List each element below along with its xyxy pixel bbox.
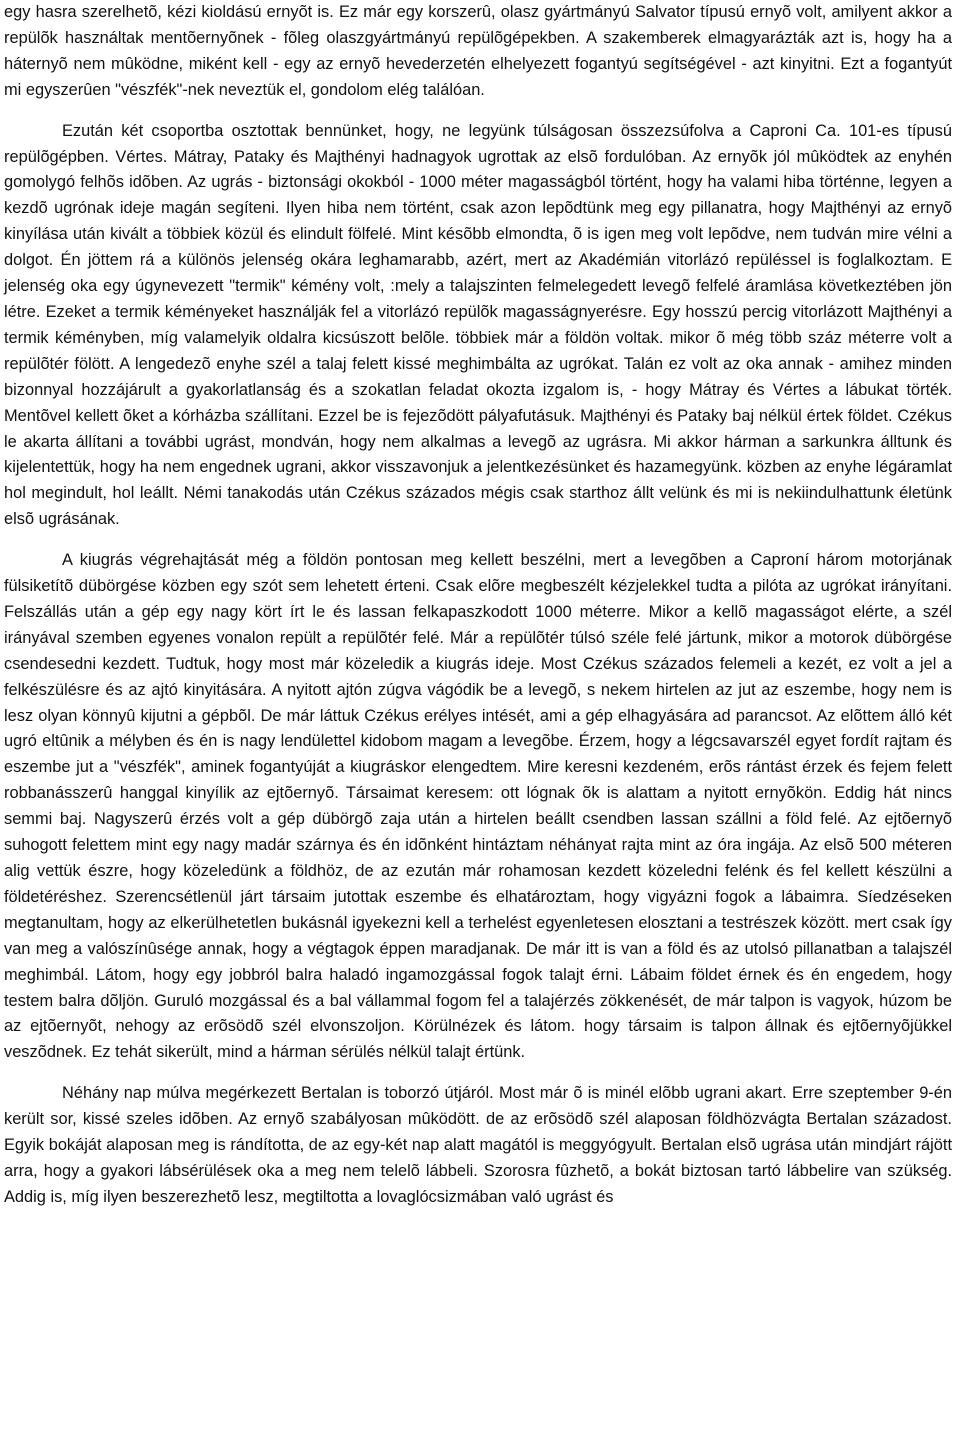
paragraph-bertalan-jump: Néhány nap múlva megérkezett Bertalan is toborzó útjáról. Most már õ is minél elõbb ugrani akart. Erre szeptember 9-én került sor, kissé szeles idõben. Az ernyõ szabályosan mûködött. de az erõsödõ szél alaposan földhözvágta Bertalan századost. Egyik bokáját alaposan meg is rándította, de az egy-két nap alatt magától is meggyógyult. Bertalan elsõ ugrása után mindjárt rájött arra, hogy a gyakori lábsérülések oka a meg nem telelõ lábbeli. Szorosra fûzhetõ, a bokát biztosan tartó lábbelire van szükség. Addig is, míg ilyen beszerezhetõ lesz, megtiltotta a lovaglócsizmában való ugrást és (4, 1084, 952, 1206)
paragraph-gap (4, 104, 952, 119)
paragraph-gap (4, 533, 952, 548)
paragraph-first-group-jumps: Ezután két csoportba osztottak bennünket, hogy, ne legyünk túlságosan összezsúfolva a Caproni Ca. 101-es típusú repülõgépben. Vértes. Mátray, Pataky és Majthényi hadnagyok ugrottak az elsõ fordulóban. Az ernyõk jól mûködtek az enyhén gomolygó felhõs idõben. Az ugrás - biztonsági okokból - 1000 méter magasságból történt, hogy ha valami hiba történne, legyen a kezdõ ugrónak ideje magán segíteni. Ilyen hiba nem történt, csak azon lepõdtünk meg egy pillanatra, hogy Majthényi az ernyõ kinyílása után kivált a többiek közül és elindult fölfelé. Mint késõbb elmondta, õ is igen meg volt lepõdve, nem tudván mire vélni a dolgot. Én jöttem rá a különös jelenség okára leghamarabb, azért, mert az Akadémián vitorlázó repüléssel is foglalkoztam. E jelenség oka egy úgynevezett "termik" kémény volt, :mely a talajszinten felmelegedett levegõ felfelé áramlása következtében jön létre. Ezeket a termik kéményeket használják fel a vitorlázó repülõk magasságnyerésre. Egy hosszú percig vitorlázott Majthényi a termik kéményben, míg valamelyik oldalra kicsúszott belõle. többiek már a földön voltak. mikor õ még több száz méterre volt a repülõtér fölött. A lengedezõ enyhe szél a talaj felett kissé meghimbálta az ugrókat. Talán ez volt az oka annak - amihez minden bizonnyal hozzájárult a gyakorlatlanság és a szokatlan feladat okozta izgalom is, - hogy Mátray és Vértes a lábukat törték. Mentõvel kellett õket a kórházba szállítani. Ezzel be is fejezõdött pályafutásuk. Majthényi és Pataky baj nélkül értek földet. Czékus le akarta állítani a további ugrást, mondván, hogy nem alkalmas a levegõ az ugrásra. Mi akkor hárman a sarkunkra álltunk és kijelentettük, hogy ha nem engednek ugrani, akkor visszavonjuk a jelentkezésünket és hazamegyünk. közben az enyhe légáramlat hol megindult, hol leállt. Némi tanakodás után Czékus százados mégis csak starthoz állt velünk és mi is nekiindulhattunk életünk elsõ ugrásának. (4, 121, 952, 529)
paragraph-first-jump-narrative: A kiugrás végrehajtását még a földön pontosan meg kellett beszélni, mert a levegõben a Caproní három motorjának fülsiketítõ dübörgése közben egy szót sem lehetett érteni. Csak elõre megbeszélt kézjelekkel tudta a pilóta az ugrókat irányítani. Felszállás után a gép egy nagy kört írt le és lassan felkapaszkodott 1000 méterre. Mikor a kellõ magasságot elérte, a szél irányával szemben egyenes vonalon repült a repülõtér felé. Már a repülõtér túlsó széle felé jártunk, mikor a motorok dübörgése csendesedni kezdett. Tudtuk, hogy most már közeledik a kiugrás ideje. Most Czékus százados felemeli a kezét, ez volt a jel a felkészülésre és az ajtó kinyitására. A nyitott ajtón zúgva vágódik be a levegõ, s nekem hirtelen az jut az eszembe, hogy nem is lesz olyan könnyû kijutni a gépbõl. De már láttuk Czékus erélyes intését, ami a gép elhagyására ad parancsot. Az elõttem álló két ugró eltûnik a mélyben és én is nagy lendülettel kidobom magam a levegõbe. Érzem, hogy a légcsavarszél egyet fordít rajtam és eszembe jut a "vészfék", aminek fogantyúját a kiugráskor elengedtem. Mire keresni kezdeném, erõs rántást érzek és fejem felett robbanásszerû hanggal kinyílik az ejtõernyõ. Társaimat keresem: ott lógnak õk is alattam a nyitott ernyõkön. Eddig hát nincs semmi baj. Nagyszerû érzés volt a gép dübörgõ zaja után a hirtelen beállt csendben lassan szállni a föld felé. Az ejtõernyõ suhogott felettem mint egy nagy madár szárnya és én idõnként hintáztam néhányat rajta mint az óra ingája. Az elsõ 500 méteren alig vettük észre, hogy közeledünk a földhöz, de az ezután már rohamosan kezdett közeledni felénk és fel kellett készülni a földetéréshez. Szerencsétlenül járt társaim jutottak eszembe és elhatároztam, hogy vigyázni fogok a lábaimra. Síedzéseken megtanultam, hogy az elkerülhetetlen bukásnál igyekezni kell a terhelést egyenletesen elosztani a testrészek között. mert csak így van meg a valószínûsége annak, hogy a végtagok éppen maradjanak. De már itt is van a föld és az utolsó pillanatban a talajszél meghimbál. Látom, hogy egy jobbról balra haladó ingamozgással fogok talajt érni. Lábaim földet érnek és én engedem, hogy testem balra dõljön. Guruló mozgással és a bal vállammal fogom fel a talajérzés zökkenését, de már talpon is vagyok, húzom be az ejtõernyõt, nehogy az erõsödõ szél elvonszoljon. Körülnézek és látom. hogy társaim is talpon állnak és ejtõernyõjükkel veszõdnek. Ez tehát sikerült, mind a hárman sérülés nélkül talajt értünk. (4, 551, 952, 1062)
paragraph-handle-and-emergency-brake: egy hasra szerelhetõ, kézi kioldású ernyõt is. Ez már egy korszerû, olasz gyártmányú Salvator típusú ernyõ volt, amilyent akkor a repülõk használtak mentõernyõnek - fõleg olaszgyártmányú repülõgépekben. A szakemberek elmagyarázták azt is, hogy ha a háternyõ nem mûködne, miként kell - egy az ernyõ hevederzetén elhelyezett fogantyú segítségével - azt kinyitni. Ezt a fogantyút mi egyszerûen "vészfék"-nek neveztük el, gondolom elég találóan. (4, 3, 952, 99)
document-page (4, 0, 952, 1211)
paragraph-gap (4, 1066, 952, 1081)
